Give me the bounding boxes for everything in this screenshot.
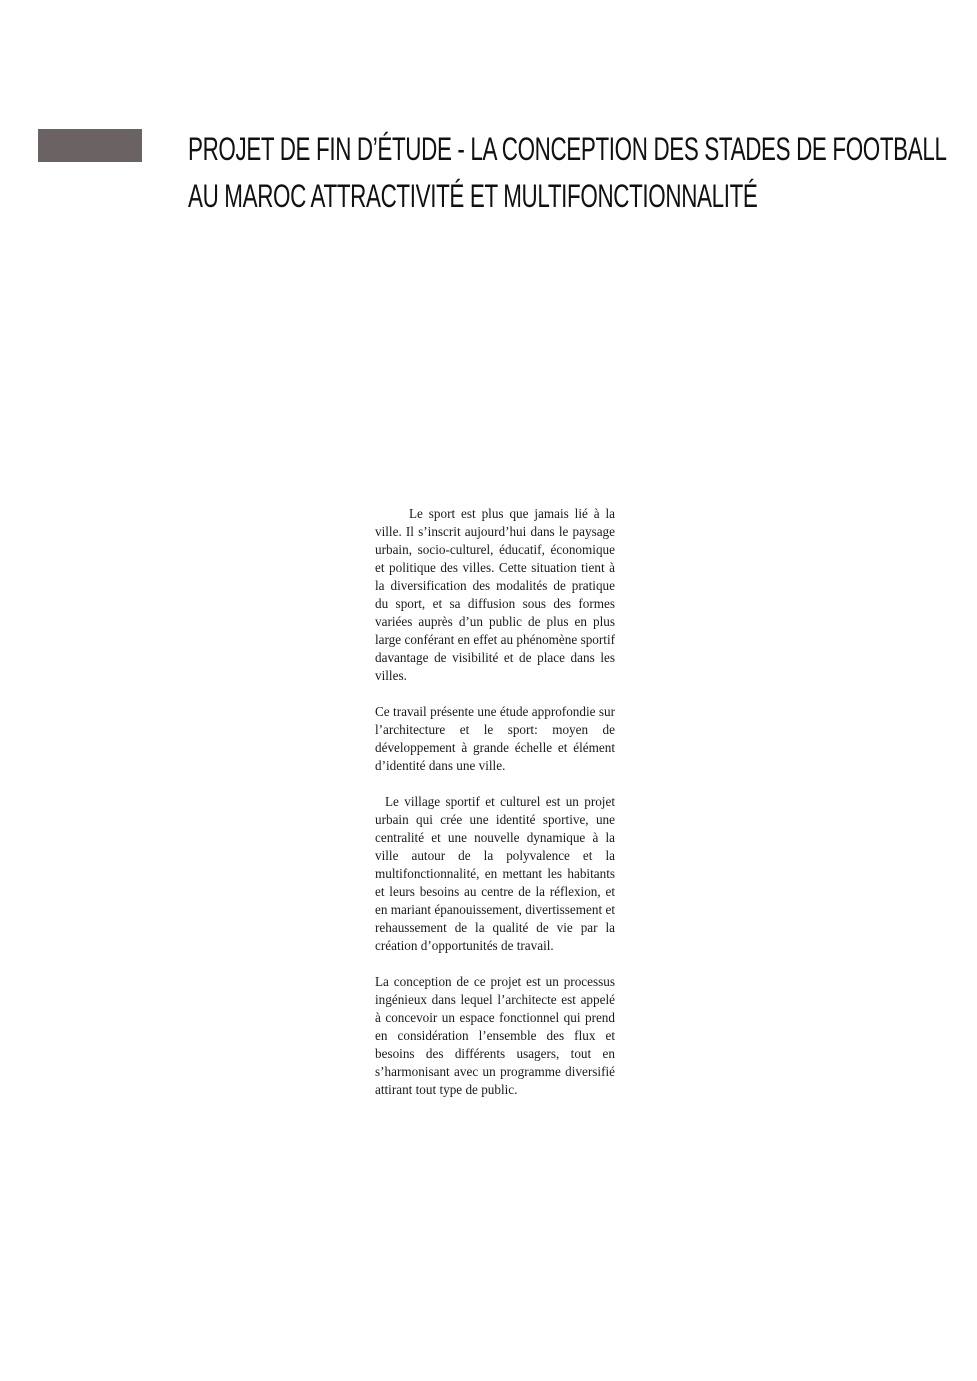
paragraph-4: La conception de ce projet est un processus ingénieux dans lequel l’architecte est appelé à concevoir un espace fonctionnel qui prend en considération l’ensemble des flux et besoins des différents usagers, tout en s’harmonisant avec un programme diversifié attirant tout type de public. bbox=[375, 974, 615, 1097]
page-title bbox=[188, 126, 968, 220]
paragraph-3: Le village sportif et culturel est un projet urbain qui crée une identité sportive, une centralité et une nouvelle dynamique à la ville autour de la polyvalence et la multifonctionnalité, en mettant les habitants et leurs besoins au centre de la réflexion, et en mariant épanouissement, divertissement et rehaussement de la qualité de vie par la création d’opportunités de travail. bbox=[375, 794, 615, 953]
paragraph-1: Le sport est plus que jamais lié à la ville. Il s’inscrit aujourd’hui dans le paysage urbain, socio-culturel, éducatif, économique et politique des villes. Cette situation tient à la diversification des modalités de pratique du sport, et sa diffusion sous des formes variées auprès d’un public de plus en plus large conférant en effet au phénomène sportif davantage de visibilité et de place dans les villes. bbox=[375, 506, 615, 683]
accent-bar bbox=[38, 129, 142, 162]
page-title-line-1: PROJET DE FIN D’ÉTUDE - LA CONCEPTION DES STADES DE FOOTBALL bbox=[188, 131, 947, 167]
body-text-column bbox=[375, 505, 615, 1117]
page-title-line-2: AU MAROC ATTRACTIVITÉ ET MULTIFONCTIONNALITÉ bbox=[188, 178, 758, 214]
paragraph-2: Ce travail présente une étude approfondie sur l’architecture et le sport: moyen de développement à grande échelle et élément d’identité dans une ville. bbox=[375, 704, 615, 773]
